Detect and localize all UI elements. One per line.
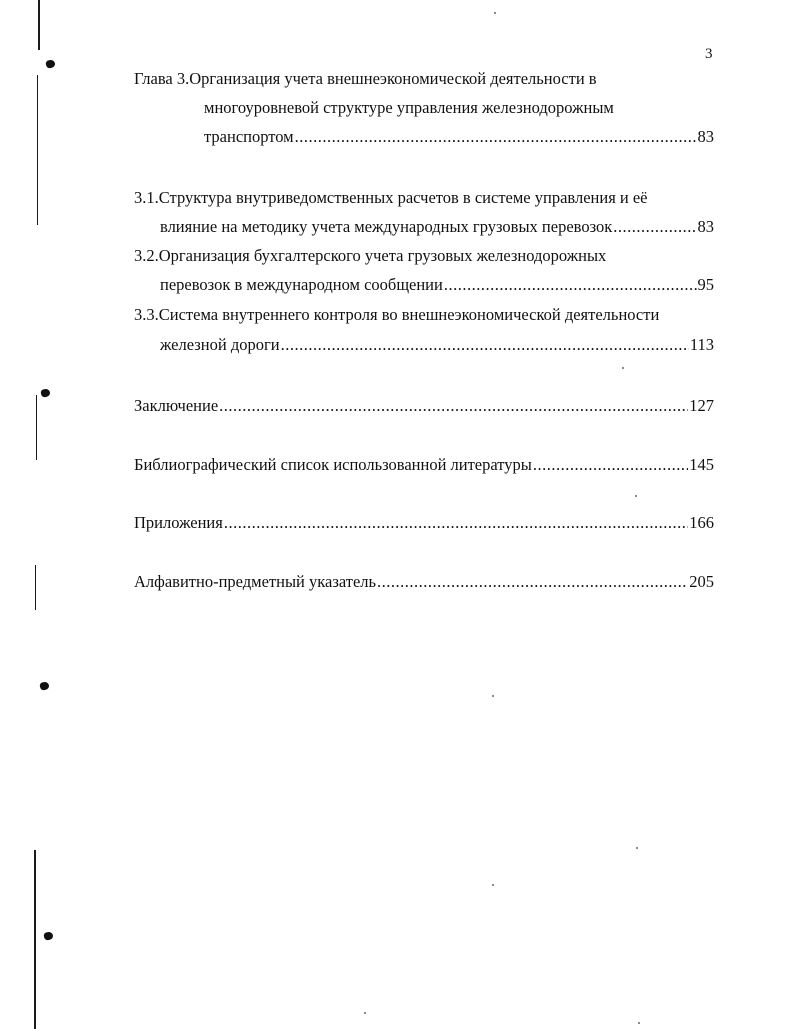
toc-leader-dots	[377, 571, 688, 593]
toc-chapter3-page: 83	[697, 127, 714, 146]
toc-appendices-entry	[134, 512, 714, 534]
punch-mark-1	[45, 59, 56, 69]
toc-leader-dots	[613, 216, 696, 238]
scan-speck	[636, 847, 638, 849]
toc-leader-dots	[533, 454, 688, 476]
toc-bibliography-title: Библиографический список использованной литературы	[134, 455, 532, 474]
toc-leader-dots	[295, 126, 697, 148]
toc-s31-page: 83	[697, 217, 714, 236]
toc-s32-page: 95	[697, 275, 714, 294]
scan-speck	[635, 495, 637, 497]
scan-edge-line-middle	[36, 395, 37, 460]
toc-index-title: Алфавитно-предметный указатель	[134, 572, 377, 591]
toc-s33-entry	[160, 334, 714, 356]
toc-appendices-title: Приложения	[134, 513, 223, 532]
toc-leader-dots	[224, 512, 688, 534]
toc-s31-line2: влияние на методику учета международных грузовых перевозок	[160, 217, 613, 236]
toc-chapter3-line2: многоуровневой структуре управления железнодорожным	[204, 98, 614, 117]
scan-speck	[492, 884, 494, 886]
punch-mark-3	[39, 681, 50, 691]
toc-bibliography-entry	[134, 454, 714, 476]
toc-s32-entry	[160, 274, 714, 296]
toc-leader-dots	[219, 395, 688, 417]
toc-chapter3-entry	[204, 126, 714, 148]
toc-s33-line1: 3.3.Система внутреннего контроля во внешнеэкономической деятельности	[134, 305, 660, 324]
scan-edge-line-upper	[37, 75, 38, 225]
toc-s33-line2: железной дороги	[160, 335, 280, 354]
scan-speck	[364, 1012, 366, 1014]
toc-s32-line1: 3.2.Организация бухгалтерского учета грузовых железнодорожных	[134, 246, 607, 265]
toc-chapter3-line3: транспортом	[204, 127, 294, 146]
toc-s31-line1: 3.1.Структура внутриведомственных расчетов в системе управления и её	[134, 188, 648, 207]
toc-s33-page: 113	[689, 335, 714, 354]
scan-edge-line-top	[38, 0, 40, 50]
scan-speck	[494, 12, 496, 14]
scan-speck	[492, 695, 494, 697]
scan-speck	[622, 367, 624, 369]
toc-appendices-page: 166	[689, 513, 714, 532]
toc-chapter3-line1: Глава 3.Организация учета внешнеэкономической деятельности в	[134, 69, 597, 88]
toc-leader-dots	[281, 334, 689, 356]
toc-s31-entry	[160, 216, 714, 238]
scan-speck	[638, 1022, 640, 1024]
punch-mark-4	[43, 931, 54, 941]
scan-edge-line-lower	[35, 565, 36, 610]
toc-index-entry	[134, 571, 714, 593]
toc-conclusion-entry	[134, 395, 714, 417]
scan-edge-line-bottom	[34, 850, 36, 1029]
toc-leader-dots	[444, 274, 697, 296]
toc-conclusion-page: 127	[689, 396, 714, 415]
toc-bibliography-page: 145	[689, 455, 714, 474]
toc-s32-line2: перевозок в международном сообщении	[160, 275, 443, 294]
toc-index-page: 205	[689, 572, 714, 591]
punch-mark-2	[40, 388, 51, 398]
page-number: 3	[705, 46, 713, 62]
toc-conclusion-title: Заключение	[134, 396, 219, 415]
